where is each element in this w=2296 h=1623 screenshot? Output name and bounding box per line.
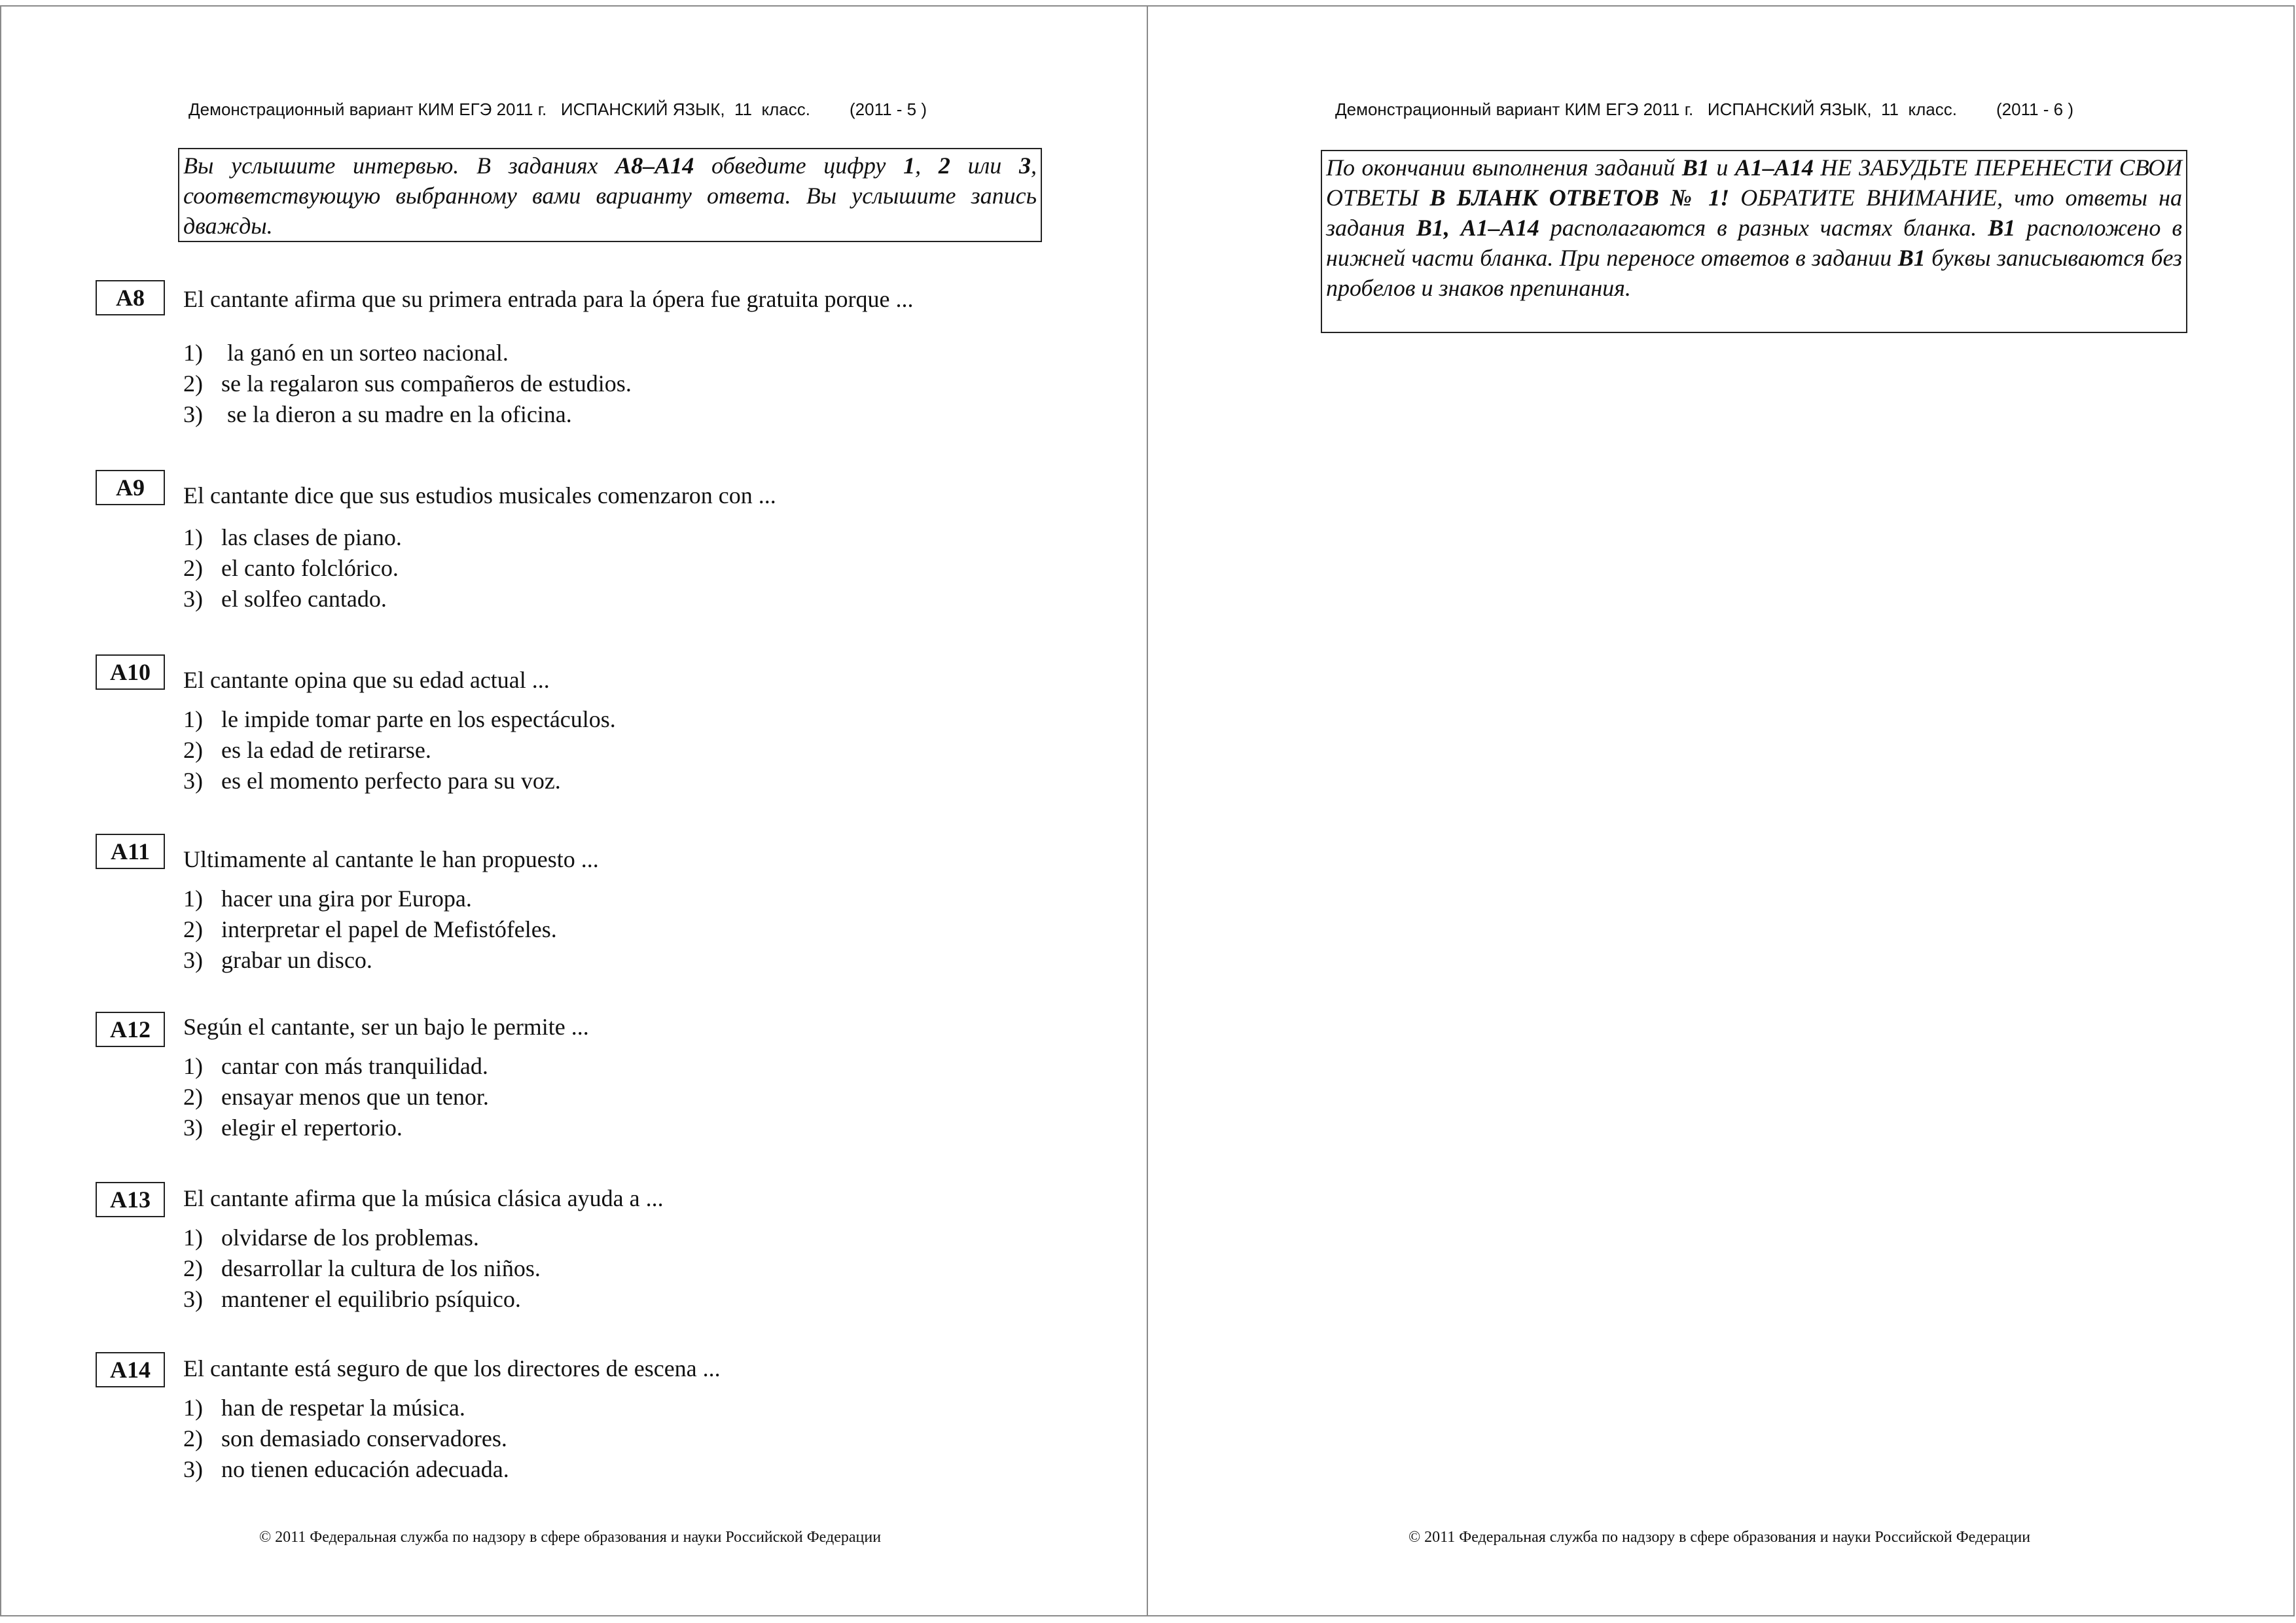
task-question: Ultimamente al cantante le han propuesto ...	[183, 846, 599, 872]
reminder-text: буквы записываются без пробелов и знаков препинания.	[1326, 245, 2182, 301]
answer-options	[183, 522, 402, 615]
option-number: 2)	[183, 1425, 203, 1452]
reminder-text: По окончании выполнения заданий	[1326, 154, 1682, 181]
option-number: 2)	[183, 737, 203, 763]
task-number-box: A13	[96, 1182, 165, 1217]
header-title: Демонстрационный вариант КИМ ЕГЭ 2011 г. ИСПАНСКИЙ ЯЗЫК, 11 класс.	[188, 99, 810, 119]
answer-option[interactable]	[183, 1051, 489, 1082]
option-number: 1)	[183, 885, 203, 912]
answer-option[interactable]	[183, 338, 632, 368]
option-number: 1)	[183, 1053, 203, 1079]
reminder-bold: А1–А14	[1734, 154, 1814, 181]
task-question: El cantante opina que su edad actual ...	[183, 667, 550, 693]
reminder-bold: В1, А1–А14	[1416, 215, 1539, 241]
answer-options	[183, 1051, 489, 1143]
answer-option[interactable]	[183, 1284, 541, 1315]
option-number: 3)	[183, 586, 203, 612]
option-text: le impide tomar parte en los espectáculos.	[221, 706, 616, 732]
option-number: 3)	[183, 401, 203, 427]
answer-option[interactable]	[183, 883, 557, 914]
task-number-box: A14	[96, 1352, 165, 1387]
reminder-bold: В1	[1988, 215, 2016, 241]
instruction-text: обведите цифру	[694, 152, 904, 179]
answer-option[interactable]	[183, 553, 402, 584]
option-number: 3)	[183, 947, 203, 973]
instruction-bold: А8–А14	[615, 152, 694, 179]
option-number: 2)	[183, 370, 203, 397]
option-number: 3)	[183, 1456, 203, 1482]
reminder-bold: В1	[1681, 154, 1710, 181]
reminder-text: НЕ ЗАБУДЬТЕ ПЕРЕНЕСТИ СВОИ ОТВЕТЫ	[1326, 154, 2182, 211]
answer-option[interactable]	[183, 522, 402, 553]
answer-option[interactable]	[183, 704, 616, 735]
answer-option[interactable]	[183, 766, 616, 796]
reminder-text: расположено в нижней части бланка. При переносе ответов в задании	[1326, 215, 2182, 271]
answer-option[interactable]	[183, 1082, 489, 1113]
header-title: Демонстрационный вариант КИМ ЕГЭ 2011 г. ИСПАНСКИЙ ЯЗЫК, 11 класс.	[1335, 99, 1957, 119]
option-text: el canto folclórico.	[221, 555, 399, 581]
option-text: desarrollar la cultura de los niños.	[221, 1255, 541, 1281]
answer-option[interactable]	[183, 735, 616, 766]
header-page-number: (2011 - 6 )	[1996, 99, 2073, 119]
task-question: El cantante dice que sus estudios musicales comenzaron con ...	[183, 482, 776, 508]
answer-options	[183, 338, 632, 430]
page-header	[1335, 99, 2296, 120]
option-number: 2)	[183, 1084, 203, 1110]
option-text: es la edad de retirarse.	[221, 737, 431, 763]
instruction-box	[178, 148, 1042, 242]
header-page-number: (2011 - 5 )	[849, 99, 927, 119]
instruction-bold: 1	[903, 152, 916, 179]
page-6	[1148, 0, 2295, 1623]
option-text: grabar un disco.	[221, 947, 372, 973]
instruction-text: , соответствующую выбранному вами варианту ответа. Вы услышите запись дважды.	[183, 152, 1037, 239]
option-number: 3)	[183, 1286, 203, 1312]
task-question: El cantante está seguro de que los directores de escena ...	[183, 1355, 721, 1382]
option-number: 2)	[183, 1255, 203, 1281]
reminder-box	[1321, 150, 2187, 333]
option-number: 1)	[183, 1395, 203, 1421]
reminder-bold: В1	[1897, 245, 1926, 271]
answer-option[interactable]	[183, 584, 402, 615]
option-text: hacer una gira por Europa.	[221, 885, 472, 912]
answer-option[interactable]	[183, 914, 557, 945]
task-number-box: A12	[96, 1012, 165, 1047]
option-number: 1)	[183, 340, 203, 366]
answer-options	[183, 883, 557, 976]
task-number-box: A10	[96, 654, 165, 690]
answer-option[interactable]	[183, 399, 632, 430]
answer-option[interactable]	[183, 368, 632, 399]
option-text: es el momento perfecto para su voz.	[221, 768, 561, 794]
answer-option[interactable]	[183, 1222, 541, 1253]
reminder-text: и	[1709, 154, 1735, 181]
option-text: olvidarse de los problemas.	[221, 1224, 479, 1251]
answer-option[interactable]	[183, 945, 557, 976]
option-text: se la dieron a su madre en la oficina.	[221, 401, 572, 427]
instruction-bold: 3	[1019, 152, 1031, 179]
task-question: El cantante afirma que su primera entrada para la ópera fue gratuita porque ...	[183, 286, 914, 312]
reminder-text: располагаются в разных частях бланка.	[1539, 215, 1988, 241]
option-number: 1)	[183, 524, 203, 550]
option-text: cantar con más tranquilidad.	[221, 1053, 488, 1079]
answer-option[interactable]	[183, 1113, 489, 1143]
option-text: no tienen educación adecuada.	[221, 1456, 509, 1482]
answer-options	[183, 704, 616, 796]
answer-option[interactable]	[183, 1454, 509, 1485]
answer-option[interactable]	[183, 1423, 509, 1454]
task-number-box: A11	[96, 834, 165, 869]
option-number: 1)	[183, 706, 203, 732]
option-number: 3)	[183, 1115, 203, 1141]
instruction-text: ,	[915, 152, 939, 179]
page-footer: © 2011 Федеральная служба по надзору в сфере образования и науки Российской Федерации	[259, 1529, 882, 1546]
option-text: son demasiado conservadores.	[221, 1425, 507, 1452]
option-text: interpretar el papel de Mefistófeles.	[221, 916, 557, 942]
task-number-box: A9	[96, 470, 165, 505]
option-text: han de respetar la música.	[221, 1395, 465, 1421]
option-text: se la regalaron sus compañeros de estudios.	[221, 370, 632, 397]
page-footer: © 2011 Федеральная служба по надзору в сфере образования и науки Российской Федерации	[1408, 1529, 2031, 1546]
option-number: 2)	[183, 916, 203, 942]
reminder-bold: В БЛАНК ОТВЕТОВ № 1!	[1429, 185, 1730, 211]
answer-options	[183, 1393, 509, 1485]
page-5	[0, 0, 1147, 1623]
option-text: la ganó en un sorteo nacional.	[221, 340, 509, 366]
option-number: 1)	[183, 1224, 203, 1251]
option-text: elegir el repertorio.	[221, 1115, 403, 1141]
task-number-box: A8	[96, 280, 165, 315]
instruction-text: Вы услышите интервью. В заданиях	[183, 152, 616, 179]
option-text: ensayar menos que un tenor.	[221, 1084, 489, 1110]
option-text: el solfeo cantado.	[221, 586, 387, 612]
task-question: Según el cantante, ser un bajo le permite ...	[183, 1014, 589, 1040]
instruction-bold: 2	[938, 152, 950, 179]
answer-options	[183, 1222, 541, 1315]
option-number: 2)	[183, 555, 203, 581]
task-question: El cantante afirma que la música clásica ayuda a ...	[183, 1185, 664, 1211]
option-text: mantener el equilibrio psíquico.	[221, 1286, 521, 1312]
instruction-text: или	[950, 152, 1020, 179]
option-text: las clases de piano.	[221, 524, 402, 550]
option-number: 3)	[183, 768, 203, 794]
answer-option[interactable]	[183, 1393, 509, 1423]
answer-option[interactable]	[183, 1253, 541, 1284]
reminder-text: ОБРАТИТЕ ВНИМАНИЕ, что ответы на задания	[1326, 185, 2182, 241]
